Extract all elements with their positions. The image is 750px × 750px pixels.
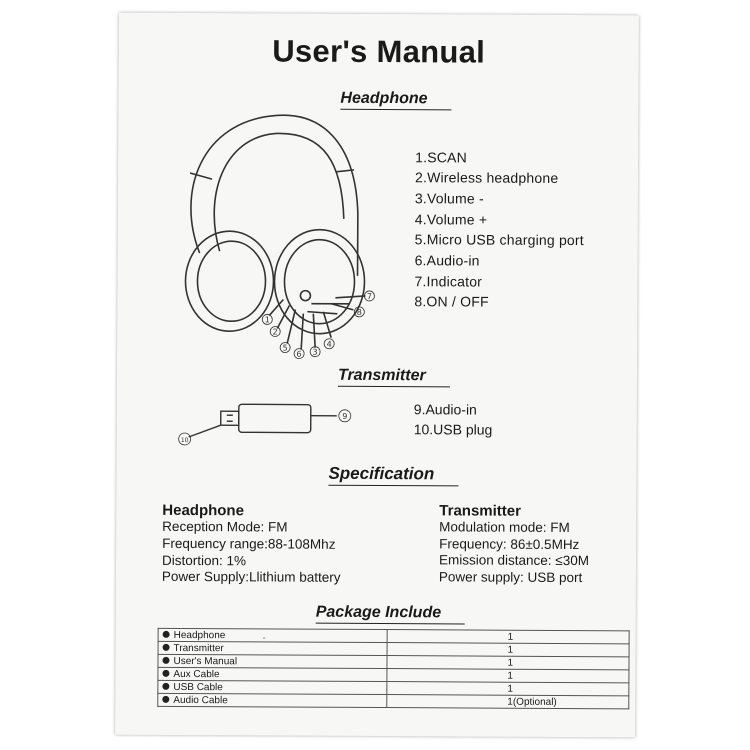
spec-line: Emission distance: ≤30M bbox=[438, 552, 590, 569]
bullet-icon bbox=[163, 644, 170, 651]
list-item: 8.ON / OFF bbox=[414, 293, 489, 310]
callout-6: 6 bbox=[296, 349, 302, 359]
package-qty: 1 bbox=[507, 644, 514, 656]
spec-line: Reception Mode: FM bbox=[162, 518, 288, 535]
package-qty: 1 bbox=[507, 683, 513, 695]
spec-line: Distortion: 1% bbox=[161, 552, 247, 569]
callout-9: 9 bbox=[342, 411, 348, 421]
bullet-icon bbox=[162, 683, 169, 690]
spec-line: Power supply: USB port bbox=[438, 569, 583, 586]
bullet-icon bbox=[163, 631, 170, 638]
bullet-icon bbox=[162, 670, 169, 677]
bullet-icon bbox=[162, 657, 169, 664]
callout-8: 8 bbox=[356, 307, 362, 317]
package-qty: 1 bbox=[507, 670, 514, 682]
package-item: Audio Cable bbox=[173, 694, 228, 706]
callout-5: 5 bbox=[282, 343, 288, 353]
list-item: 3.Volume - bbox=[414, 190, 484, 207]
callout-10: 10 bbox=[180, 436, 189, 445]
transmitter-section-heading: Transmitter bbox=[338, 367, 450, 388]
package-item: User's Manual bbox=[173, 655, 238, 667]
package-qty: 1(Optional) bbox=[507, 696, 557, 708]
list-item: 5.Micro USB charging port bbox=[414, 231, 584, 249]
spec-line: Frequency: 86±0.5MHz bbox=[439, 536, 580, 553]
list-item: 2.Wireless headphone bbox=[414, 169, 559, 186]
callout-7: 7 bbox=[366, 291, 372, 301]
package-table bbox=[157, 628, 629, 709]
manual-page bbox=[115, 13, 639, 738]
specification-heading: Specification bbox=[328, 464, 458, 487]
dash-mark: - bbox=[262, 632, 266, 643]
list-item: 6.Audio-in bbox=[414, 252, 480, 269]
list-item: 4.Volume + bbox=[414, 211, 488, 228]
transmitter-diagram-icon bbox=[115, 13, 639, 736]
callout-3: 3 bbox=[312, 347, 318, 357]
package-item: Headphone bbox=[173, 629, 226, 641]
table-row bbox=[158, 693, 629, 708]
list-item: 7.Indicator bbox=[414, 273, 483, 290]
package-item: Aux Cable bbox=[173, 668, 220, 680]
headphone-section-heading: Headphone bbox=[340, 90, 451, 111]
package-item: Transmitter bbox=[173, 642, 224, 654]
package-item: USB Cable bbox=[173, 681, 223, 693]
callout-2: 2 bbox=[272, 327, 278, 337]
page-title: User's Manual bbox=[272, 33, 486, 70]
spec-line: Power Supply:Llithium battery bbox=[161, 568, 341, 585]
callout-4: 4 bbox=[326, 339, 332, 349]
table-row bbox=[158, 628, 629, 643]
list-item: 1.SCAN bbox=[415, 149, 467, 166]
spec-headphone-heading: Headphone bbox=[162, 501, 245, 520]
spec-line: Frequency range:88-108Mhz bbox=[162, 535, 336, 552]
bullet-icon bbox=[162, 696, 169, 703]
package-qty: 1 bbox=[507, 657, 514, 669]
transmitter-part-10: 10.USB plug bbox=[413, 421, 493, 438]
transmitter-part-9: 9.Audio-in bbox=[413, 401, 477, 418]
callout-1: 1 bbox=[264, 315, 270, 325]
spec-transmitter-heading: Transmitter bbox=[439, 502, 522, 520]
package-qty: 1 bbox=[507, 631, 514, 643]
spec-line: Modulation mode: FM bbox=[439, 519, 570, 536]
package-heading: Package Include bbox=[316, 604, 465, 625]
